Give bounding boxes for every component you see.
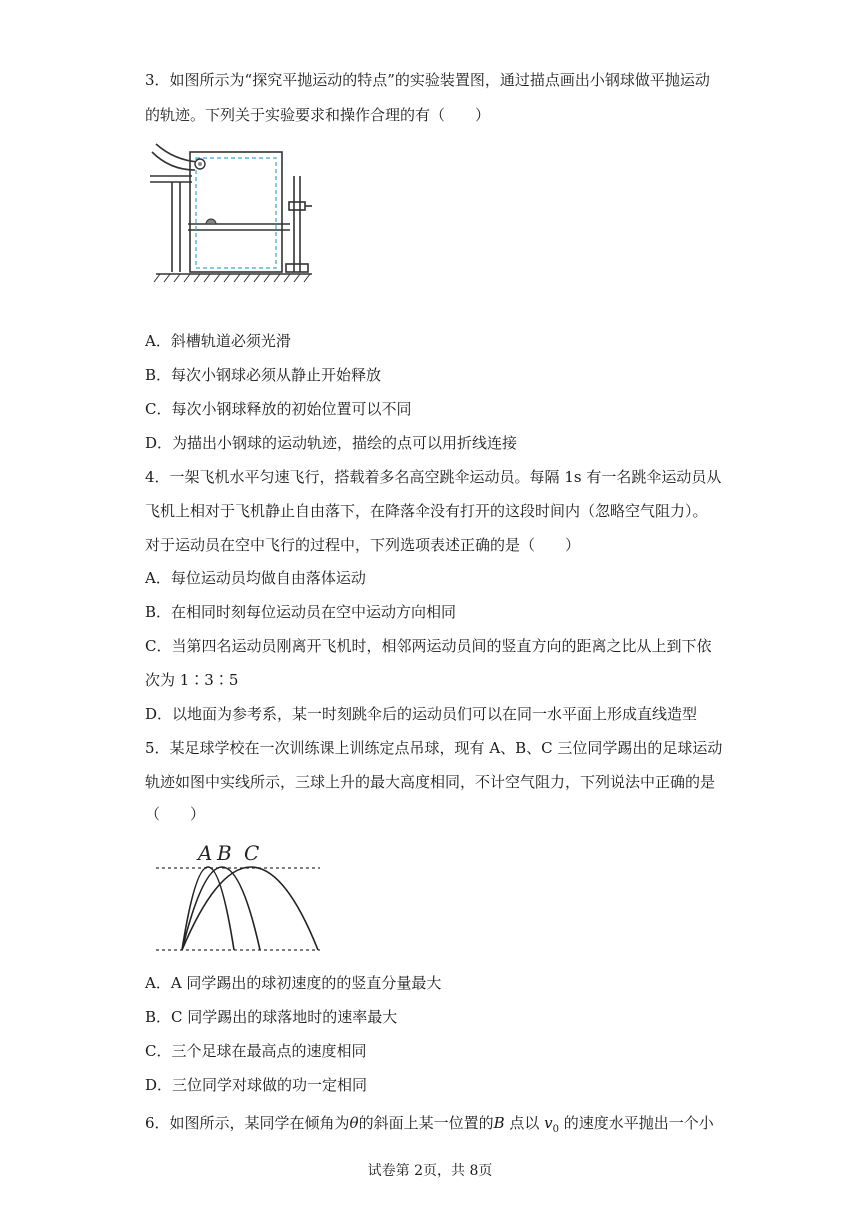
q4-stem-line1: 4．一架飞机水平匀速飞行，搭载着多名高空跳伞运动员。每隔 1s 有一名跳伞运动员从 bbox=[145, 468, 722, 486]
q5-option-b: B．C 同学踢出的球落地时的速率最大 bbox=[145, 1008, 398, 1026]
q6-stem-mid1: 的斜面上某一位置的 bbox=[358, 1114, 494, 1132]
q3-stem-line2: 的轨迹。下列关于实验要求和操作合理的有（ ） bbox=[145, 106, 491, 124]
q4-stem-line2: 飞机上相对于飞机静止自由落下，在降落伞没有打开的这段时间内（忽略空气阻力）。 bbox=[145, 502, 708, 520]
q5-stem-line1: 5．某足球学校在一次训练课上训练定点吊球，现有 A、B、C 三位同学踢出的足球运动 bbox=[145, 739, 723, 757]
q3-option-d: D．为描出小钢球的运动轨迹，描绘的点可以用折线连接 bbox=[145, 434, 518, 452]
q4-option-b: B．在相同时刻每位运动员在空中运动方向相同 bbox=[145, 603, 457, 621]
q5-stem-line2: 轨迹如图中实线所示，三球上升的最大高度相同，不计空气阻力，下列说法中正确的是 bbox=[145, 773, 716, 791]
q6-theta: θ bbox=[349, 1114, 359, 1132]
trajectories-figure bbox=[150, 838, 330, 958]
q6-v-sub: 0 bbox=[552, 1124, 560, 1135]
q3-stem-line1: 3．如图所示为“探究平抛运动的特点”的实验装置图，通过描点画出小钢球做平抛运动 bbox=[145, 71, 710, 89]
page-footer: 试卷第 2页，共 8页 bbox=[367, 1163, 493, 1179]
q4-option-c-line2: 次为 1∶3∶5 bbox=[145, 671, 239, 689]
q4-option-c-line1: C．当第四名运动员刚离开飞机时，相邻两运动员间的竖直方向的距离之比从上到下依 bbox=[145, 637, 712, 655]
q5-option-c: C．三个足球在最高点的速度相同 bbox=[145, 1042, 367, 1060]
q4-option-d: D．以地面为参考系，某一时刻跳伞后的运动员们可以在同一水平面上形成直线造型 bbox=[145, 705, 698, 723]
q5-stem-line3: （ ） bbox=[145, 805, 206, 823]
q6-stem-prefix: 6．如图所示，某同学在倾角为 bbox=[145, 1114, 350, 1132]
q6-stem-suffix: 的速度水平抛出一个小 bbox=[559, 1114, 714, 1132]
label-b: B bbox=[217, 841, 232, 865]
q4-stem-line3: 对于运动员在空中飞行的过程中，下列选项表述正确的是（ ） bbox=[145, 536, 581, 554]
label-c: C bbox=[244, 841, 260, 865]
q6-point-b: B bbox=[493, 1114, 505, 1132]
q5-option-a: A．A 同学踢出的球初速度的的竖直分量最大 bbox=[145, 974, 442, 992]
q3-option-c: C．每次小钢球释放的初始位置可以不同 bbox=[145, 400, 412, 418]
q6-stem-mid2: 点以 bbox=[504, 1114, 545, 1132]
label-a: A bbox=[198, 841, 213, 865]
q5-option-d: D．三位同学对球做的功一定相同 bbox=[145, 1076, 368, 1094]
q6-stem-line1 bbox=[145, 1113, 714, 1140]
q3-option-b: B．每次小钢球必须从静止开始释放 bbox=[145, 366, 382, 384]
q4-option-a: A．每位运动员均做自由落体运动 bbox=[145, 569, 366, 587]
projectile-apparatus-figure bbox=[150, 140, 320, 285]
q3-option-a: A．斜槽轨道必须光滑 bbox=[145, 332, 291, 350]
q6-v: v bbox=[544, 1114, 553, 1132]
